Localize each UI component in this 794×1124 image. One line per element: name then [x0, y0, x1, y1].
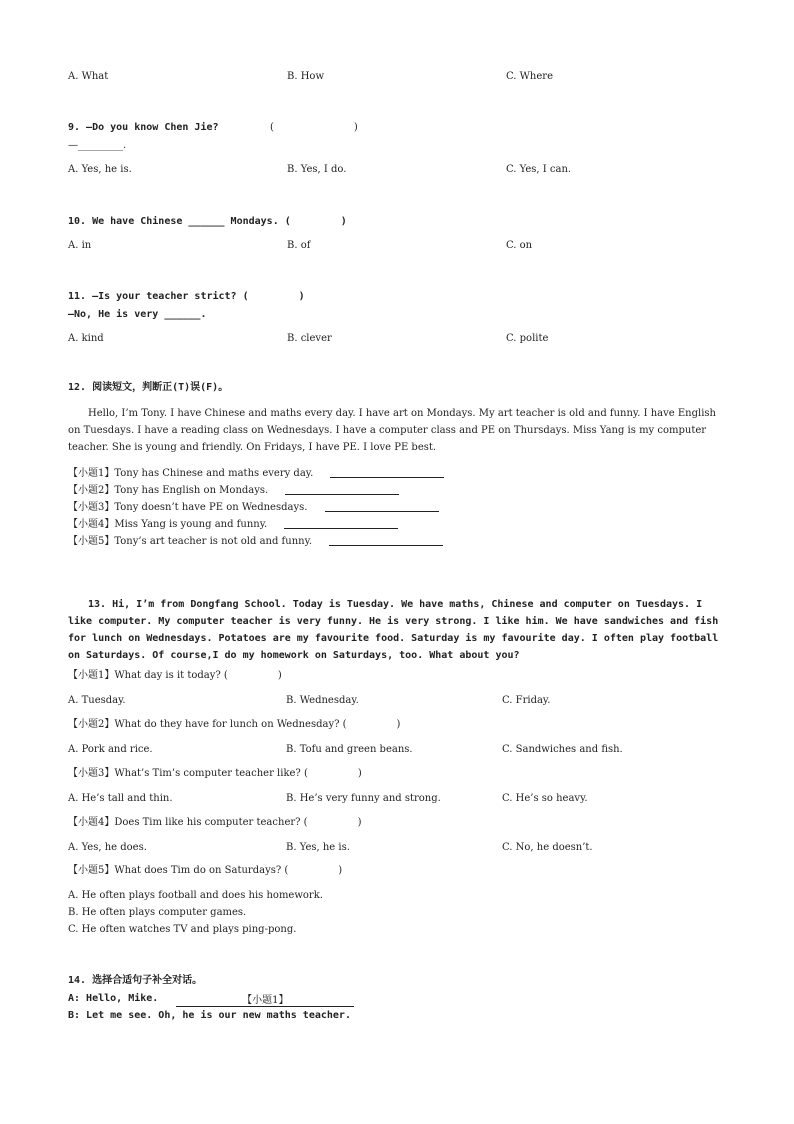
q13-sub3-option-b: B. He’s very funny and strong. [286, 793, 441, 804]
q12-passage: Hello, I’m Tony. I have Chinese and maths every day. I have art on Mondays. My art teacher is old and funny. I have English on Tuesdays. I have a reading class on Wednesdays. I have a computer class and PE on Thursdays. Miss Yang is my computer teacher. She is young and friendly. On Fridays, I have PE. I love PE best. [68, 408, 716, 453]
q9-stem: 9. —Do you know Chen Jie? [68, 122, 219, 133]
q9-answer-paren: ( ) [270, 122, 358, 133]
q13-sub1-option-c: C. Friday. [502, 695, 551, 706]
q13-sub5-option-b: B. He often plays computer games. [68, 907, 247, 918]
q12-item-2 [68, 486, 399, 496]
q13-sub5-option-c: C. He often watches TV and plays ping-pong. [68, 924, 297, 935]
q11-line2: —No, He is very ______. [68, 309, 207, 320]
q13-sub1-option-b: B. Wednesday. [286, 695, 359, 706]
q13-sub4-question: 【小题4】Does Tim like his computer teacher? ( ) [68, 817, 362, 828]
q12-item-3-text: 【小题3】Tony doesn’t have PE on Wednesdays. [68, 502, 308, 513]
q13-sub4-option-a: A. Yes, he does. [68, 842, 147, 853]
q13-sub2-option-b: B. Tofu and green beans. [286, 744, 413, 755]
q8-option-b: B. How [287, 71, 325, 82]
q11-option-b: B. clever [287, 333, 332, 344]
q12-item-3 [68, 503, 439, 513]
q13-sub4-option-c: C. No, he doesn’t. [502, 842, 593, 853]
q13-sub3-question: 【小题3】What’s Tim’s computer teacher like? ( ) [68, 768, 362, 779]
q12-item-5-text: 【小题5】Tony’s art teacher is not old and funny. [68, 536, 313, 547]
q12-item-2-text: 【小题2】Tony has English on Mondays. [68, 485, 269, 496]
q11-stem: 11. —Is your teacher strict? ( ) [68, 291, 305, 302]
q13-sub5-option-a: A. He often plays football and does his homework. [68, 890, 323, 901]
q14-answer-blank[interactable] [176, 996, 354, 1007]
q12-item-4-answer-blank[interactable] [284, 528, 398, 529]
q10-option-b: B. of [287, 240, 311, 251]
q10-option-c: C. on [506, 240, 533, 251]
q12-item-1-answer-blank[interactable] [330, 477, 444, 478]
q9-answer-line: —_________. [68, 140, 127, 151]
q14-line-b: B: Let me see. Oh, he is our new maths teacher. [68, 1010, 351, 1021]
q8-option-c: C. Where [506, 71, 553, 82]
q11-option-c: C. polite [506, 333, 549, 344]
q13-sub3-option-c: C. He’s so heavy. [502, 793, 588, 804]
q12-item-1 [68, 469, 444, 479]
q13-sub1-option-a: A. Tuesday. [68, 695, 126, 706]
q13-sub3-option-a: A. He’s tall and thin. [68, 793, 173, 804]
q9-option-b: B. Yes, I do. [287, 164, 347, 175]
q9-option-c: C. Yes, I can. [506, 164, 572, 175]
q13-sub4-option-b: B. Yes, he is. [286, 842, 350, 853]
q12-item-2-answer-blank[interactable] [285, 494, 399, 495]
q13-sub2-option-a: A. Pork and rice. [68, 744, 153, 755]
q12-item-3-answer-blank[interactable] [325, 511, 439, 512]
q8-option-a: A. What [68, 71, 109, 82]
q13-sub1-question: 【小题1】What day is it today? ( ) [68, 670, 282, 681]
q14-line-a-text: A: Hello, Mike. [68, 993, 159, 1004]
q11-option-a: A. kind [68, 333, 104, 344]
q10-option-a: A. in [68, 240, 92, 251]
q13-sub2-question: 【小题2】What do they have for lunch on Wednesday? ( ) [68, 719, 401, 730]
q13-sub5-question: 【小题5】What does Tim do on Saturdays? ( ) [68, 865, 343, 876]
q14-blank-label: 【小题1】 [242, 995, 289, 1006]
q12-title: 12. 阅读短文，判断正(T)误(F)。 [68, 382, 229, 393]
q14-title: 14. 选择合适句子补全对话。 [68, 975, 203, 986]
q12-item-4-text: 【小题4】Miss Yang is young and funny. [68, 519, 268, 530]
q12-item-5-answer-blank[interactable] [329, 545, 443, 546]
q14-line-a [68, 994, 354, 1007]
q12-item-1-text: 【小题1】Tony has Chinese and maths every day. [68, 468, 314, 479]
q9-option-a: A. Yes, he is. [68, 164, 132, 175]
q13-passage: 13. Hi, I’m from Dongfang School. Today is Tuesday. We have maths, Chinese and computer on Tuesdays. I like computer. My computer teacher is very funny. He is very strong. I like him. We have sandwiches and fish for lunch on Wednesdays. Potatoes are my favourite food. Saturday is my favourite day. I often play football on Saturdays. Of course,I do my homework on Saturdays, too. What about you? [68, 599, 719, 661]
q10-stem: 10. We have Chinese ______ Mondays. ( ) [68, 216, 347, 227]
q12-item-4 [68, 520, 398, 530]
q13-sub2-option-c: C. Sandwiches and fish. [502, 744, 623, 755]
q12-item-5 [68, 537, 443, 547]
